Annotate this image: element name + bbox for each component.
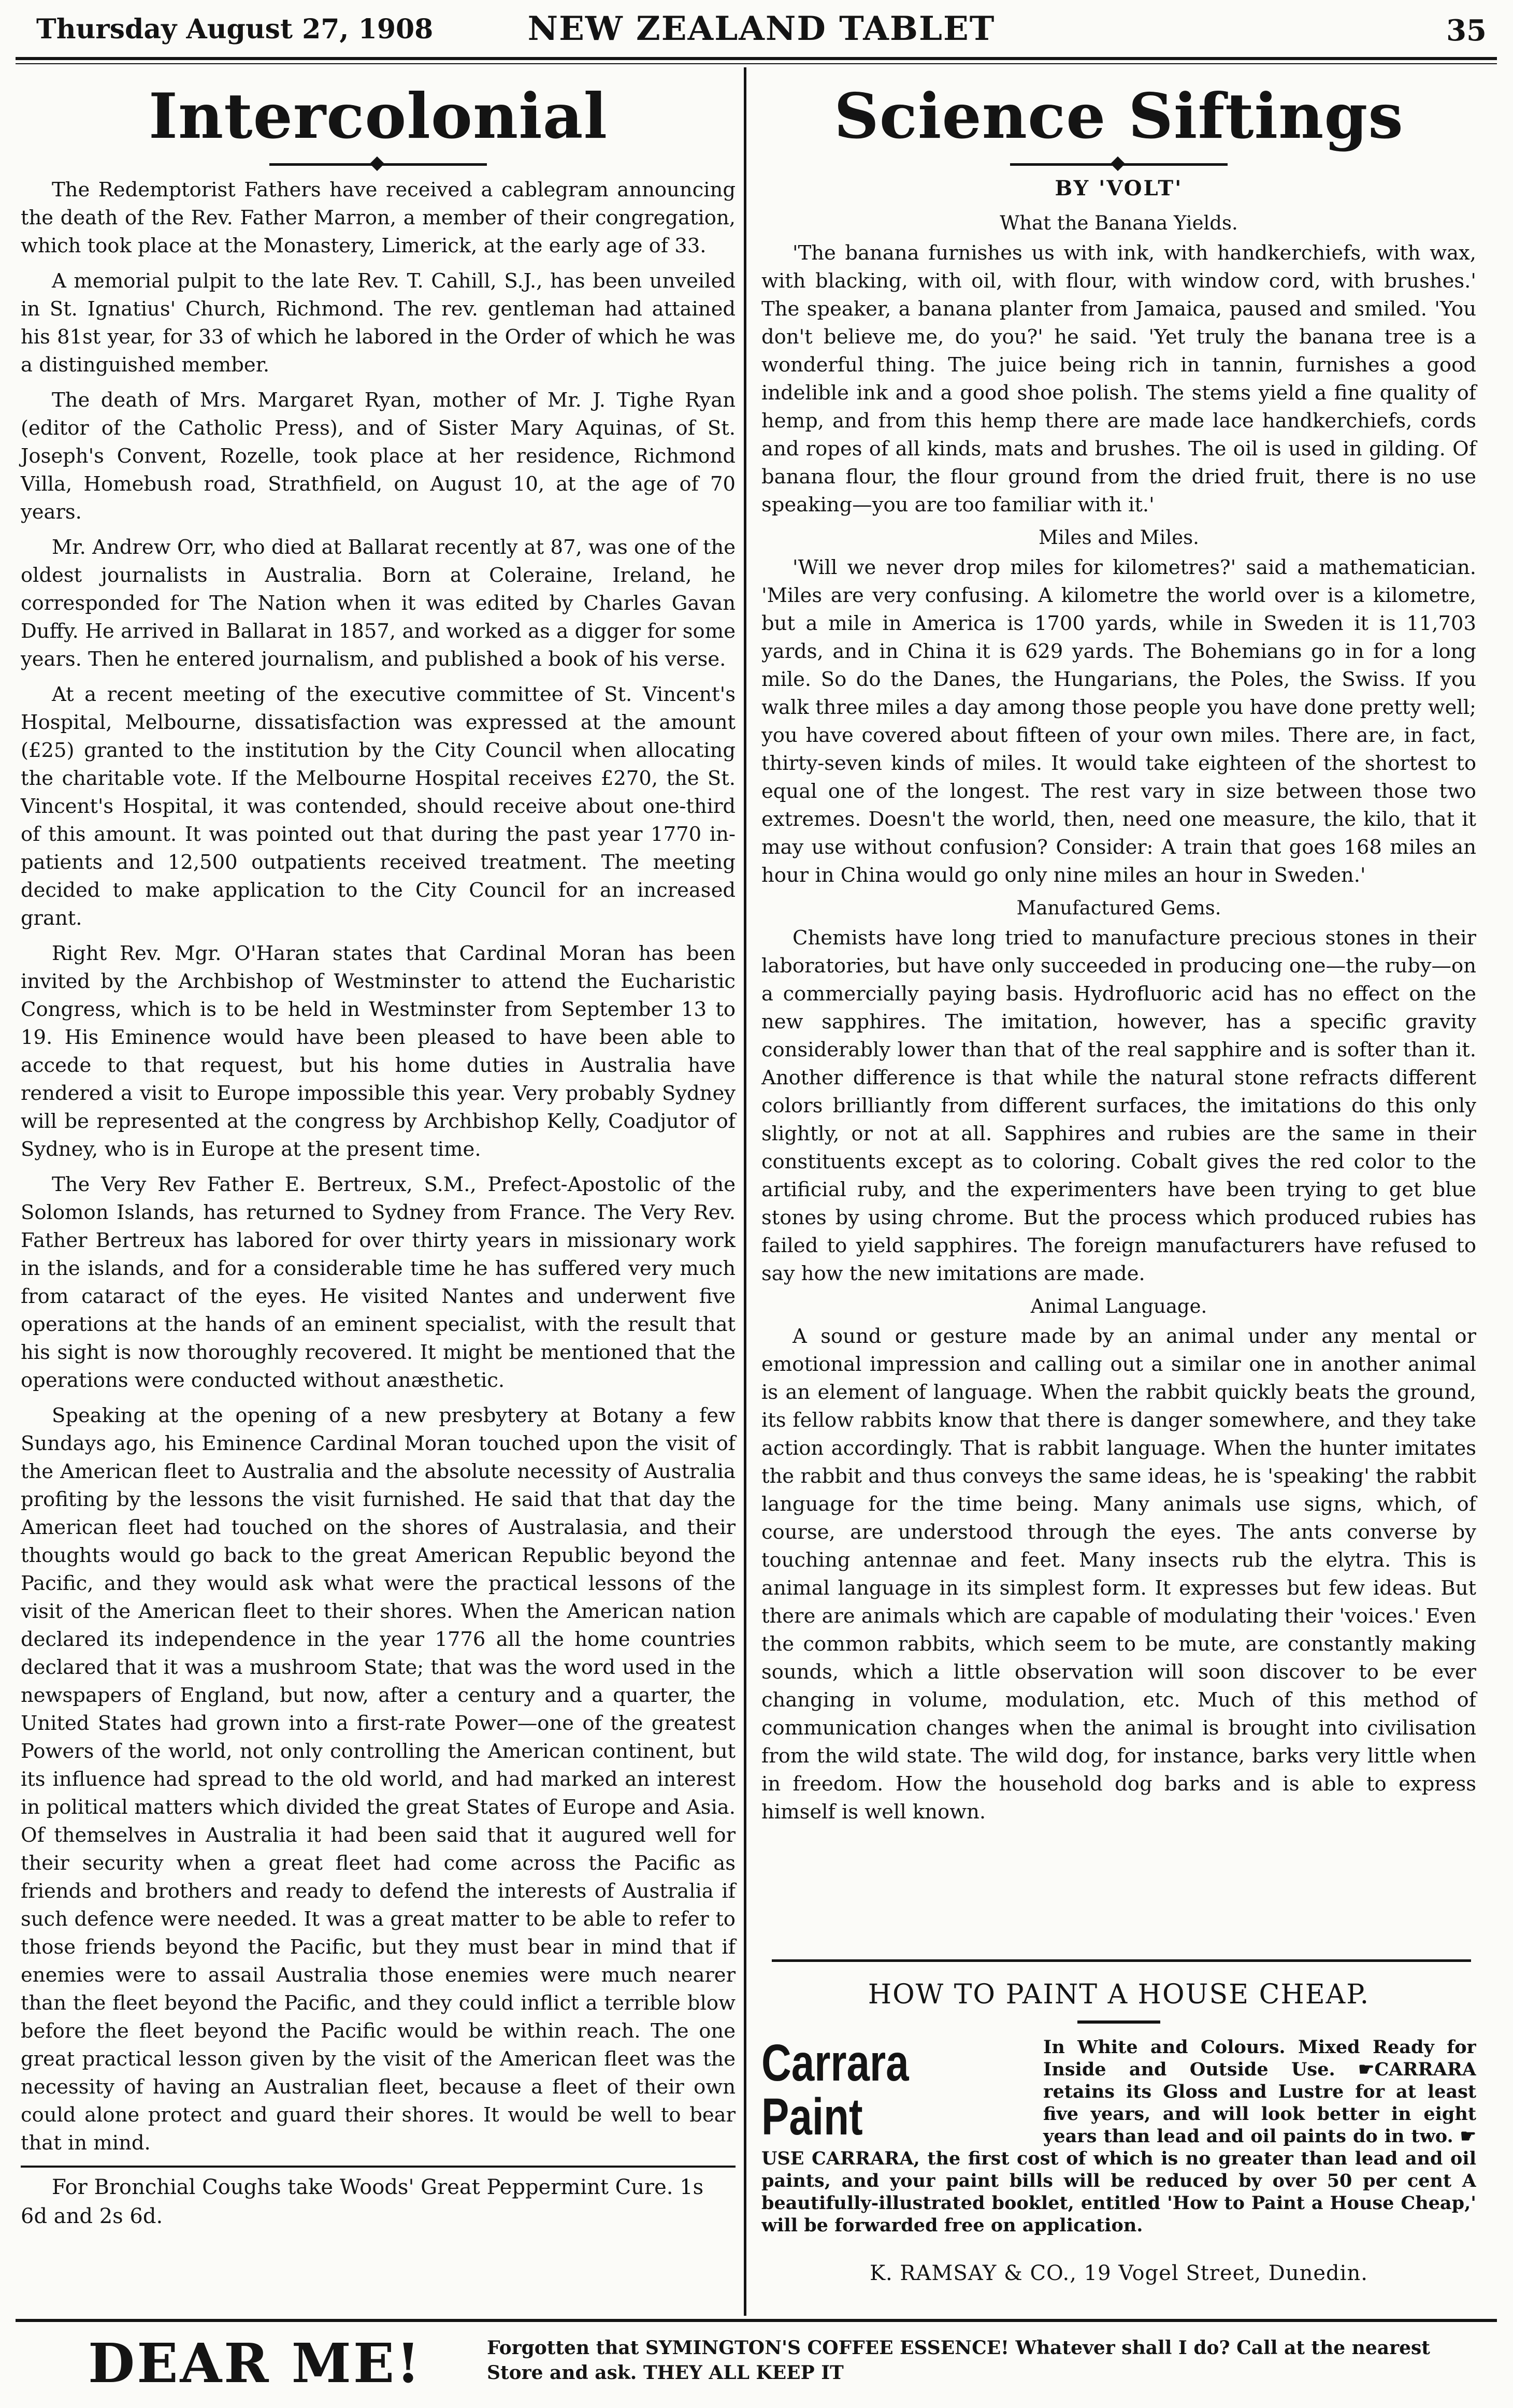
footer-rule bbox=[16, 2319, 1497, 2322]
section-title-science-siftings: Science Siftings bbox=[834, 80, 1404, 153]
article-paragraph: A memorial pulpit to the late Rev. T. Cahill, S.J., has been unveiled in St. Ignatius' Church, Richmond. The rev. gentleman had attained his 81st year, for 33 of which he labored in the Order of which he was a distinguished member. bbox=[21, 269, 736, 377]
subheading-gems: Manufactured Gems. bbox=[1016, 897, 1221, 919]
symington-coffee-ad bbox=[41, 2331, 1481, 2393]
header-rule-bottom bbox=[16, 63, 1497, 64]
carrara-paint-ad bbox=[761, 1963, 1476, 2295]
publication-title: NEW ZEALAND TABLET bbox=[527, 9, 996, 48]
page-header bbox=[36, 9, 1487, 56]
article-paragraph: 'The banana furnishes us with ink, with handkerchiefs, with wax, with blacking, with oil, with flour, with window cord, with brushes.' The speaker, a banana planter from Jamaica, paused and smiled. 'You don't believe me, do you?' he said. 'Yet truly the banana tree is a wonderful thing. The juice being rich in tannin, furnishes a good indelible ink and a good shoe polish. The stems yield a fine quality of hemp, and from this hemp there are made lace handkerchiefs, cords and ropes of all kinds, mats and brushes. The oil is used in gilding. Of banana flour, the flour ground from the dried fruit, there is no use speaking—you are too familiar with it.' bbox=[761, 241, 1476, 517]
ad-top-rule bbox=[772, 1959, 1471, 1962]
ornament-divider bbox=[1010, 159, 1228, 169]
ornament-divider bbox=[269, 159, 487, 169]
ad-separator-rule bbox=[21, 2166, 736, 2168]
byline: BY 'VOLT' bbox=[1055, 176, 1183, 200]
ad-divider bbox=[1077, 2020, 1160, 2024]
article-paragraph: The Redemptorist Fathers have received a cablegram announcing the death of the Rev. Father Marron, a member of their congregation, which took place at the Monastery, Limerick, at the early age of 33. bbox=[21, 178, 736, 257]
issue-date: Thursday August 27, 1908 bbox=[36, 13, 434, 45]
article-paragraph: 'Will we never drop miles for kilometres?' said a mathematician. 'Miles are very confusing. A kilometre the world over is a kilometre, but a mile in America is 1700 yards, while in Sweden it is 11,703 yards, and in China it is 629 yards. The Bohemians go in for a long mile. So do the Danes, the Hungarians, the Poles, the Swiss. If you walk three miles a day among those people you have done pretty well; you have covered about fifteen of your own miles. There are, in fact, thirty-seven kinds of miles. It would take eighteen of the shortest to equal one of the longest. The rest vary in size between those two extremes. Doesn't the world, then, need one measure, the kilo, that it may use without confusion? Consider: A train that goes 168 miles an hour in China would go only nine miles an hour in Sweden.' bbox=[761, 556, 1476, 887]
intercolonial-column bbox=[21, 73, 736, 2231]
article-paragraph: Speaking at the opening of a new presbytery at Botany a few Sundays ago, his Eminence Cardinal Moran touched upon the visit of the American fleet to Australia and the absolute necessity of Australia profiting by the lessons the visit furnished. He said that that day the American fleet had touched on the shores of Australasia, and their thoughts would go back to the great American Republic beyond the Pacific, and they would ask what were the practical lessons of the visit of the American fleet to their shores. When the American nation declared its independence in the year 1776 all the home countries declared that it was a mushroom State; that was the word used in the newspapers of England, but now, after a century and a quarter, the United States had grown into a first-rate Power—one of the greatest Powers of the world, not only controlling the American continent, but its influence had spread to the old world, and had marked an interest in political matters which divided the great States of Europe and Asia. Of themselves in Australia it had been said that it augured well for their security when a great fleet had come across the Pacific as friends and brothers and ready to defend the interests of Australia if such defence were needed. It was a great matter to be able to refer to those friends beyond the Pacific, but they must bear in mind that if enemies were to assail Australia those enemies were much nearer than the fleet beyond the Pacific, and they could inflict a terrible blow before the fleet beyond the Pacific would be within reach. The one great practical lesson given by the visit of the American fleet was the necessity of having an Australian fleet, because a fleet of their own could alone protect and guard their shores. It would be well to bear that in mind. bbox=[21, 1404, 736, 2155]
article-paragraph: The Very Rev Father E. Bertreux, S.M., Prefect-Apostolic of the Solomon Islands, has returned to Sydney from France. The Very Rev. Father Bertreux has labored for over thirty years in missionary work in the islands, and for a considerable time he has suffered very much from cataract of the eyes. He visited Nantes and underwent five operations at the hands of an eminent specialist, with the result that his sight is now thoroughly recovered. It might be mentioned that the operations were conducted without anæsthetic. bbox=[21, 1173, 736, 1392]
dear-me-headline: DEAR ME! bbox=[88, 2331, 422, 2395]
science-siftings-column bbox=[761, 73, 1476, 1833]
section-title-intercolonial: Intercolonial bbox=[148, 80, 608, 153]
woods-peppermint-ad: For Bronchial Coughs take Woods' Great Peppermint Cure. 1s 6d and 2s 6d. bbox=[21, 2175, 704, 2228]
article-paragraph: Mr. Andrew Orr, who died at Ballarat recently at 87, was one of the oldest journalists in Australia. Born at Coleraine, Ireland, he corresponded for The Nation when it was edited by Charles Gavan Duffy. He arrived in Ballarat in 1857, and worked as a digger for some years. Then he entered journalism, and published a book of his verse. bbox=[21, 536, 736, 671]
ad-body bbox=[761, 2036, 1476, 2237]
ad-copy: In White and Colours. Mixed Ready for Inside and Outside Use. ☛CARRARA retains its Gloss and Lustre for at least five years, and will look better in eight years than lead and oil paints do in two. ☛USE CARRARA, the first cost of which is no greater than lead and oil paints, and your paint bills will be reduced by over 50 per cent A beautifully-illustrated booklet, entitled 'How to Paint a House Cheap,' will be forwarded free on application. bbox=[761, 2037, 1476, 2236]
article-paragraph: At a recent meeting of the executive committee of St. Vincent's Hospital, Melbourne, dissatisfaction was expressed at the amount (£25) granted to the institution by the City Council when allocating the charitable vote. If the Melbourne Hospital receives £270, the St. Vincent's Hospital, it was contended, should receive about one-third of this amount. It was pointed out that during the past year 1770 in-patients and 12,500 outpatients received treatment. The meeting decided to make application to the City Council for an increased grant. bbox=[21, 683, 736, 930]
column-divider bbox=[744, 67, 746, 2316]
subheading-banana: What the Banana Yields. bbox=[1000, 212, 1238, 234]
footer-ad-copy: Forgotten that SYMINGTON'S COFFEE ESSENCE! Whatever shall I do? Call at the nearest Store and ask. THEY ALL KEEP IT bbox=[487, 2337, 1430, 2384]
header-rule-top bbox=[16, 57, 1497, 60]
article-paragraph: The death of Mrs. Margaret Ryan, mother of Mr. J. Tighe Ryan (editor of the Catholic Press), and of Sister Mary Aquinas, of St. Joseph's Convent, Rozelle, took place at her residence, Richmond Villa, Homebush road, Strathfield, on August 10, at the age of 70 years. bbox=[21, 389, 736, 524]
subheading-miles: Miles and Miles. bbox=[1039, 526, 1199, 549]
article-paragraph: Right Rev. Mgr. O'Haran states that Cardinal Moran has been invited by the Archbishop of Westminster to attend the Eucharistic Congress, which is to be held in Westminster from September 13 to 19. His Eminence would have been pleased to have been able to accede to that request, but his home duties in Australia have rendered a visit to Europe impossible this year. Very probably Sydney will be represented at the congress by Archbishop Kelly, Coadjutor of Sydney, who is in Europe at the present time. bbox=[21, 942, 736, 1161]
article-paragraph: Chemists have long tried to manufacture precious stones in their laboratories, but have only succeeded in producing one—the ruby—on a commercially paying basis. Hydrofluoric acid has no effect on the new sapphires. The imitation, however, has a specific gravity considerably lower than that of the real sapphire and is softer than it. Another difference is that while the natural stone refracts different colors brilliantly from different surfaces, the imitations do this only slightly, or not at all. Sapphires and rubies are the same in their constituents except as to coloring. Cobalt gives the red color to the artificial ruby, and the experimenters have been trying to get blue stones by using chrome. But the process which produced rubies has failed to yield sapphires. The foreign manufacturers have refused to say how the new imitations are made. bbox=[761, 926, 1476, 1285]
page-number: 35 bbox=[1446, 13, 1487, 48]
article-paragraph: A sound or gesture made by an animal under any mental or emotional impression and calling out a similar one in another animal is an element of language. When the rabbit quickly beats the ground, its fellow rabbits know that there is danger somewhere, and they take action accordingly. That is rabbit language. When the hunter imitates the rabbit and thus conveys the same ideas, he is 'speaking' the rabbit language for the time being. Many animals use signs, which, of course, are understood through the eyes. The ants converse by touching antennae and feet. Many insects rub the elytra. This is animal language in its simplest form. It expresses but few ideas. But there are animals which are capable of modulating their 'voices.' Even the common rabbits, which seem to be mute, are constantly making sounds, which a little observation will soon discover to be ever changing in volume, modulation, etc. Much of this method of communication changes when the animal is brought into civilisation from the wild state. The wild dog, for instance, barks very little when in freedom. How the household dog barks and is able to express himself is well known. bbox=[761, 1325, 1476, 1824]
carrara-paint-logo: Carrara Paint bbox=[761, 2036, 909, 2146]
ad-address: K. RAMSAY & CO., 19 Vogel Street, Dunedin. bbox=[870, 2261, 1368, 2285]
subheading-animal-language: Animal Language. bbox=[1030, 1295, 1207, 1317]
ad-headline: HOW TO PAINT A HOUSE CHEAP. bbox=[868, 1979, 1370, 2010]
